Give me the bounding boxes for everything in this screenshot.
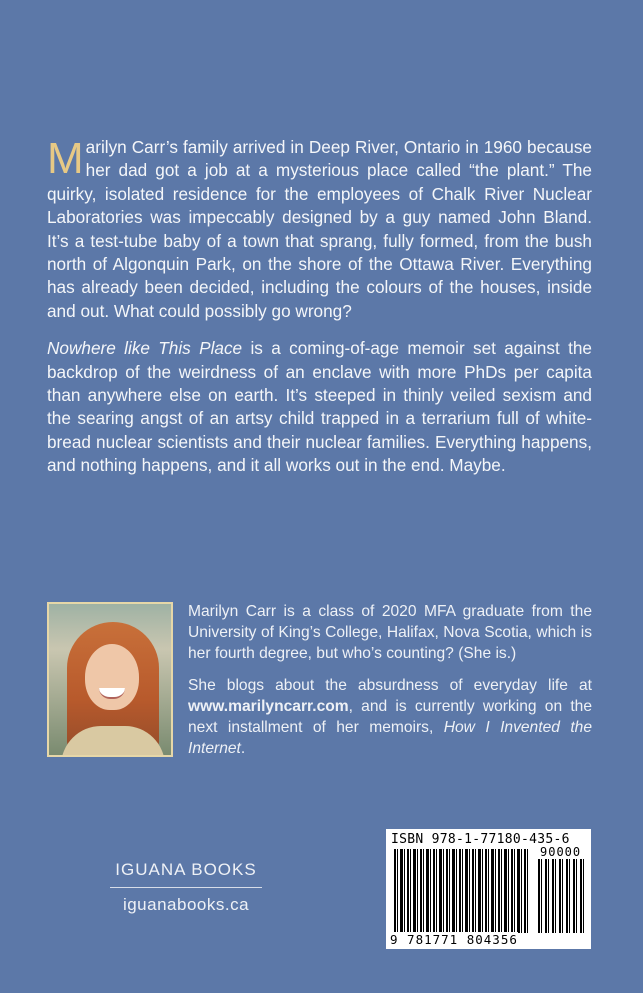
- publisher-logo: [110, 860, 262, 915]
- blurb-paragraph-1-text: arilyn Carr’s family arrived in Deep River, Ontario in 1960 because her dad got a job at a mysterious place called “the plant.” The quirky, isolated residence for the employees of Chalk River Nuclear Laboratories was impeccably designed by a guy named John Bland. It’s a test-tube baby of a town that sprang, fully formed, from the bush north of Algonquin Park, on the shore of the Ottawa River. Everything has already been decided, including the colours of the houses, inside and out. What could possibly go wrong?: [47, 137, 592, 321]
- drop-cap: M: [47, 134, 84, 183]
- isbn-number: ISBN 978-1-77180-435-6: [391, 832, 570, 847]
- bio-paragraph-2: [188, 675, 592, 760]
- publisher-website: iguanabooks.ca: [122, 895, 250, 914]
- blurb-paragraph-1: [47, 136, 592, 323]
- blurb-paragraph-2: [47, 337, 592, 477]
- author-photo: [47, 602, 173, 757]
- barcode-addon-bars: [538, 859, 584, 933]
- publisher-name: IGUANA BOOKS: [110, 860, 262, 888]
- author-website-link[interactable]: www.marilyncarr.com: [188, 697, 349, 715]
- bio-paragraph-1: Marilyn Carr is a class of 2020 MFA graduate from the University of King’s College, Halifax, Nova Scotia, which is her fourth degree, but who’s counting? (She is.): [188, 603, 592, 663]
- barcode-bars: [394, 849, 530, 933]
- ean-digits: 9 781771 804356: [390, 932, 518, 947]
- isbn-barcode: [386, 829, 591, 949]
- bio-text-mid: , and is currently working on the next installment of her memoirs,: [188, 697, 592, 737]
- next-book-title: How I Invented the Internet: [188, 719, 593, 758]
- barcode-addon-number: 90000: [540, 845, 582, 859]
- back-cover-blurb: [47, 136, 592, 492]
- bio-text-start: She blogs about the absurdness of everyday life at: [188, 676, 592, 694]
- book-title: Nowhere like This Place: [47, 338, 243, 359]
- blurb-paragraph-2-text: is a coming-of-age memoir set against the backdrop of the weirdness of an enclave with more PhDs per capita than anywhere else on earth. It’s steeped in thinly veiled sexism and the searing angst of an artsy child trapped in a terrarium full of white-bread nuclear scientists and their nuclear families. Everything happens, and nothing happens, and it all works out in the end. Maybe.: [47, 338, 592, 476]
- bio-text-end: .: [240, 740, 246, 758]
- author-bio: [188, 601, 592, 769]
